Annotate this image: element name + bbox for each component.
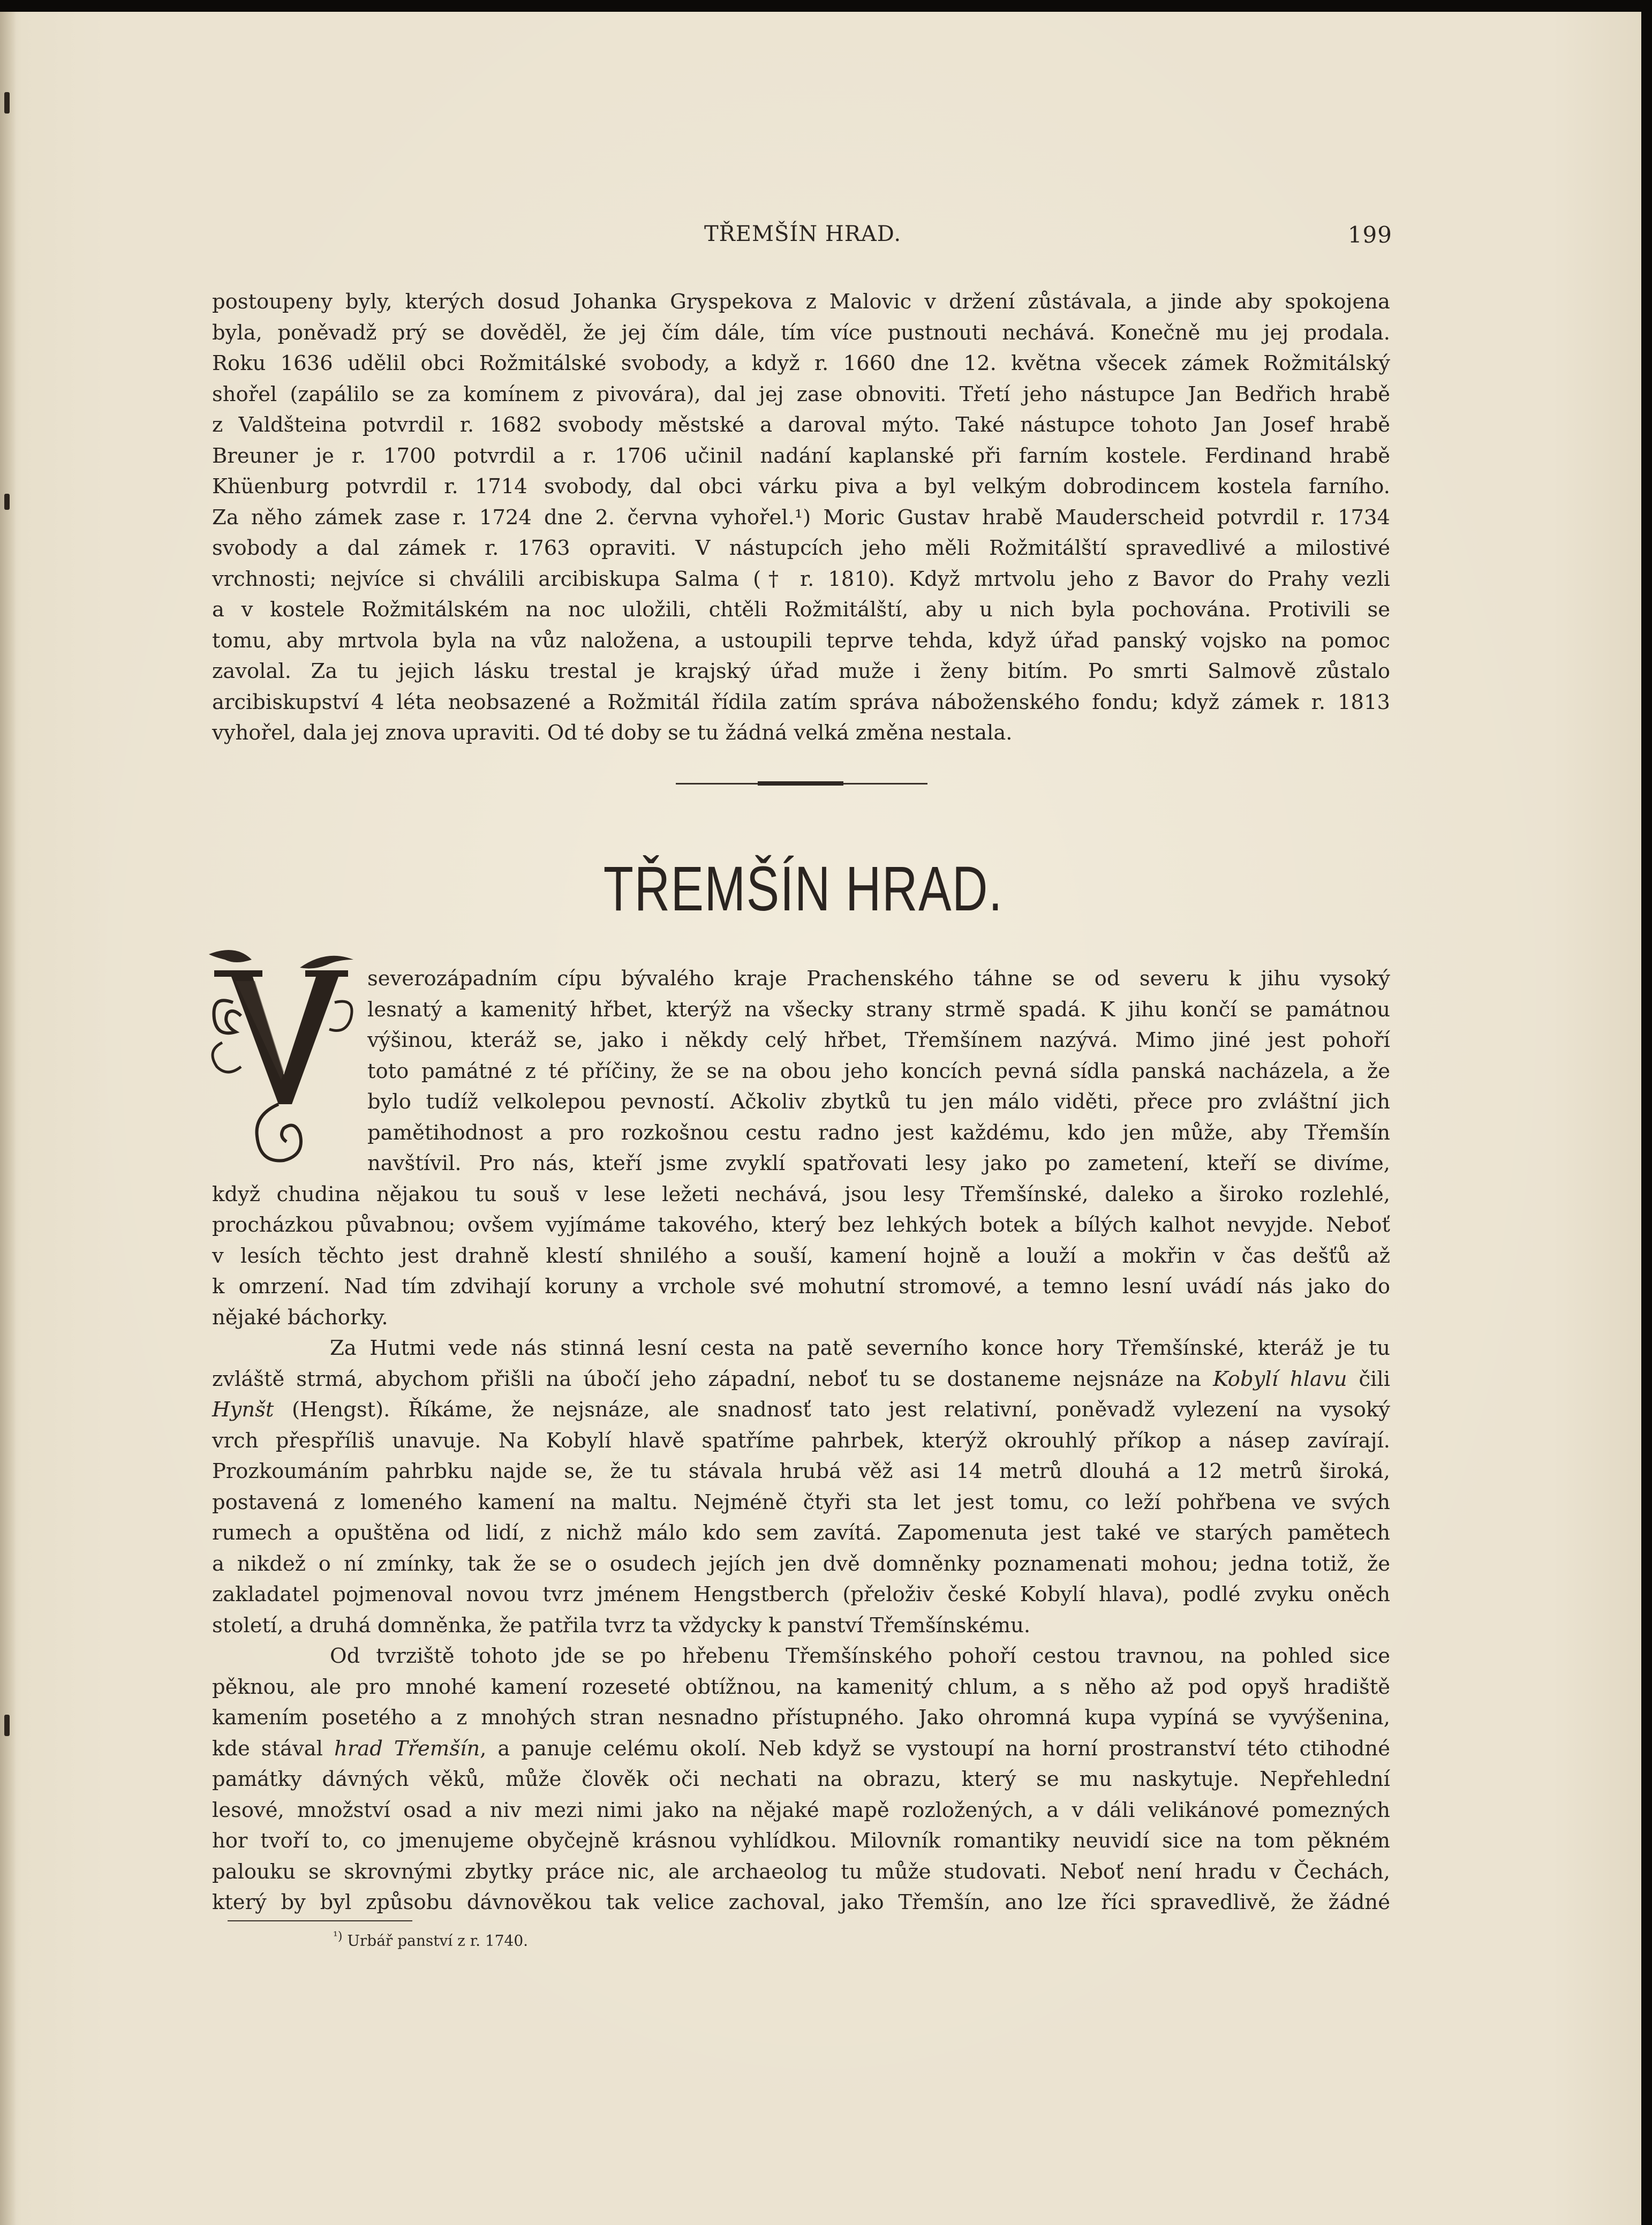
footnote: [333, 1930, 528, 1949]
text-line: z Valdšteina potvrdil r. 1682 svobody městské a daroval mýto. Také nástupce tohoto Jan Josef hrabě: [212, 413, 1390, 437]
italic-place-name: Kobylí hlavu: [1213, 1367, 1347, 1391]
text-line: pamětihodnost a pro rozkošnou cestu radno jest každému, kdo jen může, aby Třemšín: [367, 1120, 1390, 1145]
binding-mark: [4, 494, 10, 510]
text-line: palouku se skrovnými zbytky práce nic, ale archaeolog tu může studovati. Neboť není hradu v Čechách,: [212, 1859, 1390, 1884]
section-1-paragraph: [212, 286, 1390, 749]
text-line: a nikdež o ní zmínky, tak že se o osudech jejích jen dvě domněnky poznamenati mohou; jedna totiž, že: [212, 1551, 1390, 1576]
text-line: postavená z lomeného kamení na maltu. Nejméně čtyři sta let jest tomu, co leží pohřbena ve svých: [212, 1490, 1390, 1514]
section-title: TŘEMŠÍN HRAD.: [603, 854, 1004, 924]
text-line: lesnatý a kamenitý hřbet, kterýž na všecky strany strmě spadá. K jihu končí se památnou: [367, 997, 1390, 1022]
text-line: nějaké báchorky.: [212, 1305, 388, 1330]
text-line: toto památné z té příčiny, že se na obou jeho koncích pevná sídla panská nacházela, a že: [367, 1059, 1390, 1083]
text-line: postoupeny byly, kterých dosud Johanka Gryspekova z Malovic v držení zůstávala, a jinde aby spokojena: [212, 290, 1390, 314]
text-line: který by byl způsobu dávnověkou tak velice zachoval, jako Třemšín, ano lze říci spravedlivě, že žádné: [212, 1890, 1390, 1914]
text-line: Breuner je r. 1700 potvrdil a r. 1706 učinil nadání kaplanské při farním kostele. Ferdinand hrabě: [212, 443, 1390, 468]
footnote-rule: [228, 1920, 412, 1921]
text-line: Za něho zámek zase r. 1724 dne 2. června vyhořel.¹) Moric Gustav hrabě Mauderscheid potvrdil r. 1734: [212, 505, 1390, 530]
text-line: hor tvoří to, co jmenujeme obyčejně krásnou vyhlídkou. Milovník romantiky neuvidí sice na tom pěkném: [212, 1829, 1390, 1853]
section-divider-ornament: [758, 781, 843, 786]
binding-mark: [4, 1715, 10, 1736]
text-line: arcibiskupství 4 léta neobsazené a Rožmitál řídila zatím správa náboženského fondu; když zámek r. 1813: [212, 690, 1390, 714]
text-line: zakladatel pojmenoval novou tvrz jménem Hengstberch (přeloživ české Kobylí hlava), podlé zvyku oněch: [212, 1582, 1390, 1606]
footnote-text: Urbář panství z r. 1740.: [347, 1932, 529, 1950]
book-page: [0, 12, 1641, 2225]
text-line: v lesích těchto jest drahně klestí shnilého a souší, kamení hojně a louží a mokřin v čas dešťů až: [212, 1243, 1390, 1268]
text-line: Od tvrziště tohoto jde se po hřebenu Třemšínského pohoří cestou travnou, na pohled sice: [330, 1644, 1390, 1668]
text-line: památky dávných věků, může člověk oči nechati na obrazu, který se mu naskytuje. Nepřehlední: [212, 1767, 1390, 1791]
page-number: 199: [1347, 222, 1392, 248]
text-line: lesové, množství osad a niv mezi nimi jako na nějaké mapě rozložených, a v dáli velikánové pomezných: [212, 1798, 1390, 1822]
section-2-body: [212, 963, 1390, 1918]
text-line: Khüenburg potvrdil r. 1714 svobody, dal obci várku piva a byl velkým dobrodincem kostela farního.: [212, 474, 1390, 499]
text-line: pěknou, ale pro mnohé kamení rozeseté obtížnou, na kamenitý chlum, a s něho až pod opyš hradiště: [212, 1675, 1390, 1699]
text-line: rumech a opuštěna od lidí, z nichž málo kdo sem zavítá. Zapomenuta jest také ve starých pamětech: [212, 1521, 1390, 1545]
text-line: vrchnosti; nejvíce si chválili arcibiskupa Salma († r. 1810). Když mrtvolu jeho z Bavor do Prahy vezli: [212, 567, 1390, 591]
binding-mark: [4, 92, 10, 114]
text-line: k omrzení. Nad tím zdvihají koruny a vrchole své mohutní stromové, a temno lesní uvádí nás jako do: [212, 1274, 1390, 1299]
italic-place-name: Hynšt: [212, 1398, 274, 1422]
text-line: když chudina nějakou tu souš v lese ležeti nechává, jsou lesy Třemšínské, daleko a široko rozlehlé,: [212, 1182, 1390, 1206]
text-line: procházkou půvabnou; ovšem vyjímáme takového, který bez lehkých botek a bílých kalhot nevyjde. Neboť: [212, 1213, 1390, 1237]
text-line: Prozkoumáním pahrbku najde se, že tu stávala hrubá věž asi 14 metrů dlouhá a 12 metrů široká,: [212, 1459, 1390, 1483]
text-line: zvláště strmá, abychom přišli na úbočí jeho západní, neboť tu se dostaneme nejsnáze na Kobylí hlavu čili: [212, 1367, 1391, 1391]
text-line: shořel (zapálilo se za komínem z pivovára), dal jej zase obnoviti. Třetí jeho nástupce Jan Bedřich hrabě: [212, 382, 1390, 406]
text-line: vyhořel, dala jej znova upraviti. Od té doby se tu žádná velká změna nestala.: [212, 721, 1013, 745]
footnote-marker: ¹): [333, 1930, 343, 1943]
text-line: století, a druhá domněnka, že patřila tvrz ta vždycky k panství Třemšínskému.: [212, 1613, 1031, 1638]
text-line: zavolal. Za tu jejich lásku trestal je krajský úřad muže i ženy bitím. Po smrti Salmově zůstalo: [212, 659, 1390, 683]
text-line: kde stával hrad Třemšín, a panuje celému okolí. Neb když se vystoupí na horní prostranství této ctihodné: [212, 1736, 1391, 1761]
page-spine-shadow: [0, 12, 16, 2225]
text-line: byla, poněvadž prý se dověděl, že jej čím dále, tím více pustnouti nechává. Konečně mu jej prodala.: [212, 320, 1390, 345]
text-line: navštívil. Pro nás, kteří jsme zvyklí spatřovati lesy jako po zametení, kteří se divíme,: [367, 1151, 1390, 1175]
italic-castle-name: hrad Třemšín: [334, 1736, 480, 1761]
text-line: a v kostele Rožmitálském na noc uložili, chtěli Rožmitálští, aby u nich byla pochována. Protivili se: [212, 598, 1390, 622]
text-line: tomu, aby mrtvola byla na vůz naložena, a ustoupili teprve tehda, když úřad panský vojsko na pomoc: [212, 628, 1390, 653]
text-line: severozápadním cípu bývalého kraje Prachenského táhne se od severu k jihu vysoký: [367, 967, 1390, 991]
text-line: výšinou, kteráž se, jako i někdy celý hřbet, Třemšínem nazývá. Mimo jiné jest pohoří: [367, 1028, 1390, 1052]
text-line: svobody a dal zámek r. 1763 opraviti. V nástupcích jeho měli Rožmitálští spravedlivé a milostivé: [212, 536, 1390, 560]
text-line: Roku 1636 udělil obci Rožmitálské svobody, a když r. 1660 dne 12. května všecek zámek Rožmitálský: [212, 351, 1390, 375]
running-head-title: TŘEMŠÍN HRAD.: [704, 222, 902, 246]
text-line: kamením posetého a z mnohých stran nesnadno přístupného. Jako ohromná kupa vypíná se vyvýšenina,: [212, 1706, 1390, 1730]
text-line: Hynšt (Hengst). Říkáme, že nejsnáze, ale snadnosť tato jest relativní, poněvadž vylezení na vysoký: [212, 1398, 1390, 1422]
text-line: vrch přespříliš unavuje. Na Kobylí hlavě spatříme pahrbek, kterýž okrouhlý příkop a násep zavírají.: [212, 1428, 1390, 1453]
text-line: bylo tudíž velkolepou pevností. Ačkoliv zbytků tu jen málo viděti, přece pro zvláštní jich: [367, 1090, 1390, 1114]
text-line: Za Hutmi vede nás stinná lesní cesta na patě severního konce hory Třemšínské, kteráž je tu: [330, 1336, 1390, 1360]
